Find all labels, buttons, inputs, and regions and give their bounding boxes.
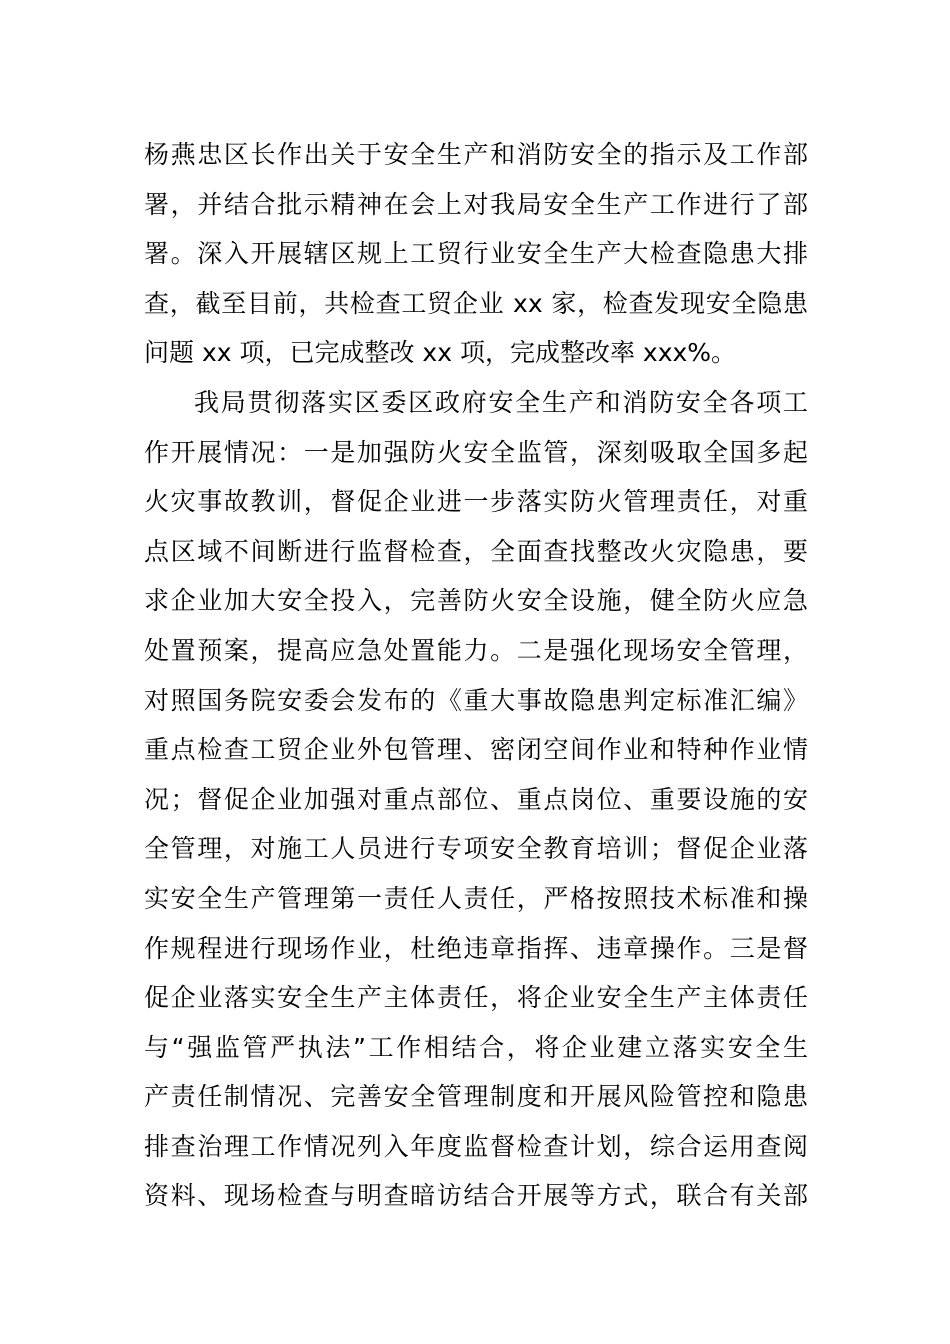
text-line: 点区域不间断进行监督检查，全面查找整改火灾隐患，要 xyxy=(144,536,808,566)
text-line: 署。深入开展辖区规上工贸行业安全生产大检查隐患大排 xyxy=(144,239,808,269)
text-line: 产责任制情况、完善安全管理制度和开展风险管控和隐患 xyxy=(144,1082,808,1112)
text-line: 对照国务院安委会发布的《重大事故隐患判定标准汇编》 xyxy=(144,685,808,715)
text-line: 况；督促企业加强对重点部位、重点岗位、重要设施的安 xyxy=(144,784,808,814)
text-line: 排查治理工作情况列入年度监督检查计划，综合运用查阅 xyxy=(144,1131,808,1161)
text-line: 促企业落实安全生产主体责任，将企业安全生产主体责任 xyxy=(144,983,808,1013)
text-line: 求企业加大安全投入，完善防火安全设施，健全防火应急 xyxy=(144,586,808,616)
paragraph-first-line: 我局贯彻落实区委区政府安全生产和消防安全各项工 xyxy=(194,387,808,417)
text-line: 资料、现场检查与明查暗访结合开展等方式，联合有关部 xyxy=(144,1181,808,1211)
text-line: 作规程进行现场作业，杜绝违章指挥、违章操作。三是督 xyxy=(144,933,808,963)
text-line: 实安全生产管理第一责任人责任，严格按照技术标准和操 xyxy=(144,883,808,913)
text-line: 火灾事故教训，督促企业进一步落实防火管理责任，对重 xyxy=(144,487,808,517)
text-line: 署，并结合批示精神在会上对我局安全生产工作进行了部 xyxy=(144,189,808,219)
text-line: 全管理，对施工人员进行专项安全教育培训；督促企业落 xyxy=(144,834,808,864)
text-line: 重点检查工贸企业外包管理、密闭空间作业和特种作业情 xyxy=(144,735,808,765)
text-line: 作开展情况：一是加强防火安全监管，深刻吸取全国多起 xyxy=(144,437,808,467)
text-line: 问题 xx 项，已完成整改 xx 项，完成整改率 xxx%。 xyxy=(144,338,737,368)
text-line: 杨燕忠区长作出关于安全生产和消防安全的指示及工作部 xyxy=(144,140,808,169)
text-line: 处置预案，提高应急处置能力。二是强化现场安全管理， xyxy=(144,635,808,665)
text-line: 查，截至目前，共检查工贸企业 xx 家，检查发现安全隐患 xyxy=(144,288,808,318)
document-body xyxy=(144,130,808,1221)
text-line: 与“强监管严执法”工作相结合，将企业建立落实安全生 xyxy=(144,1032,808,1062)
